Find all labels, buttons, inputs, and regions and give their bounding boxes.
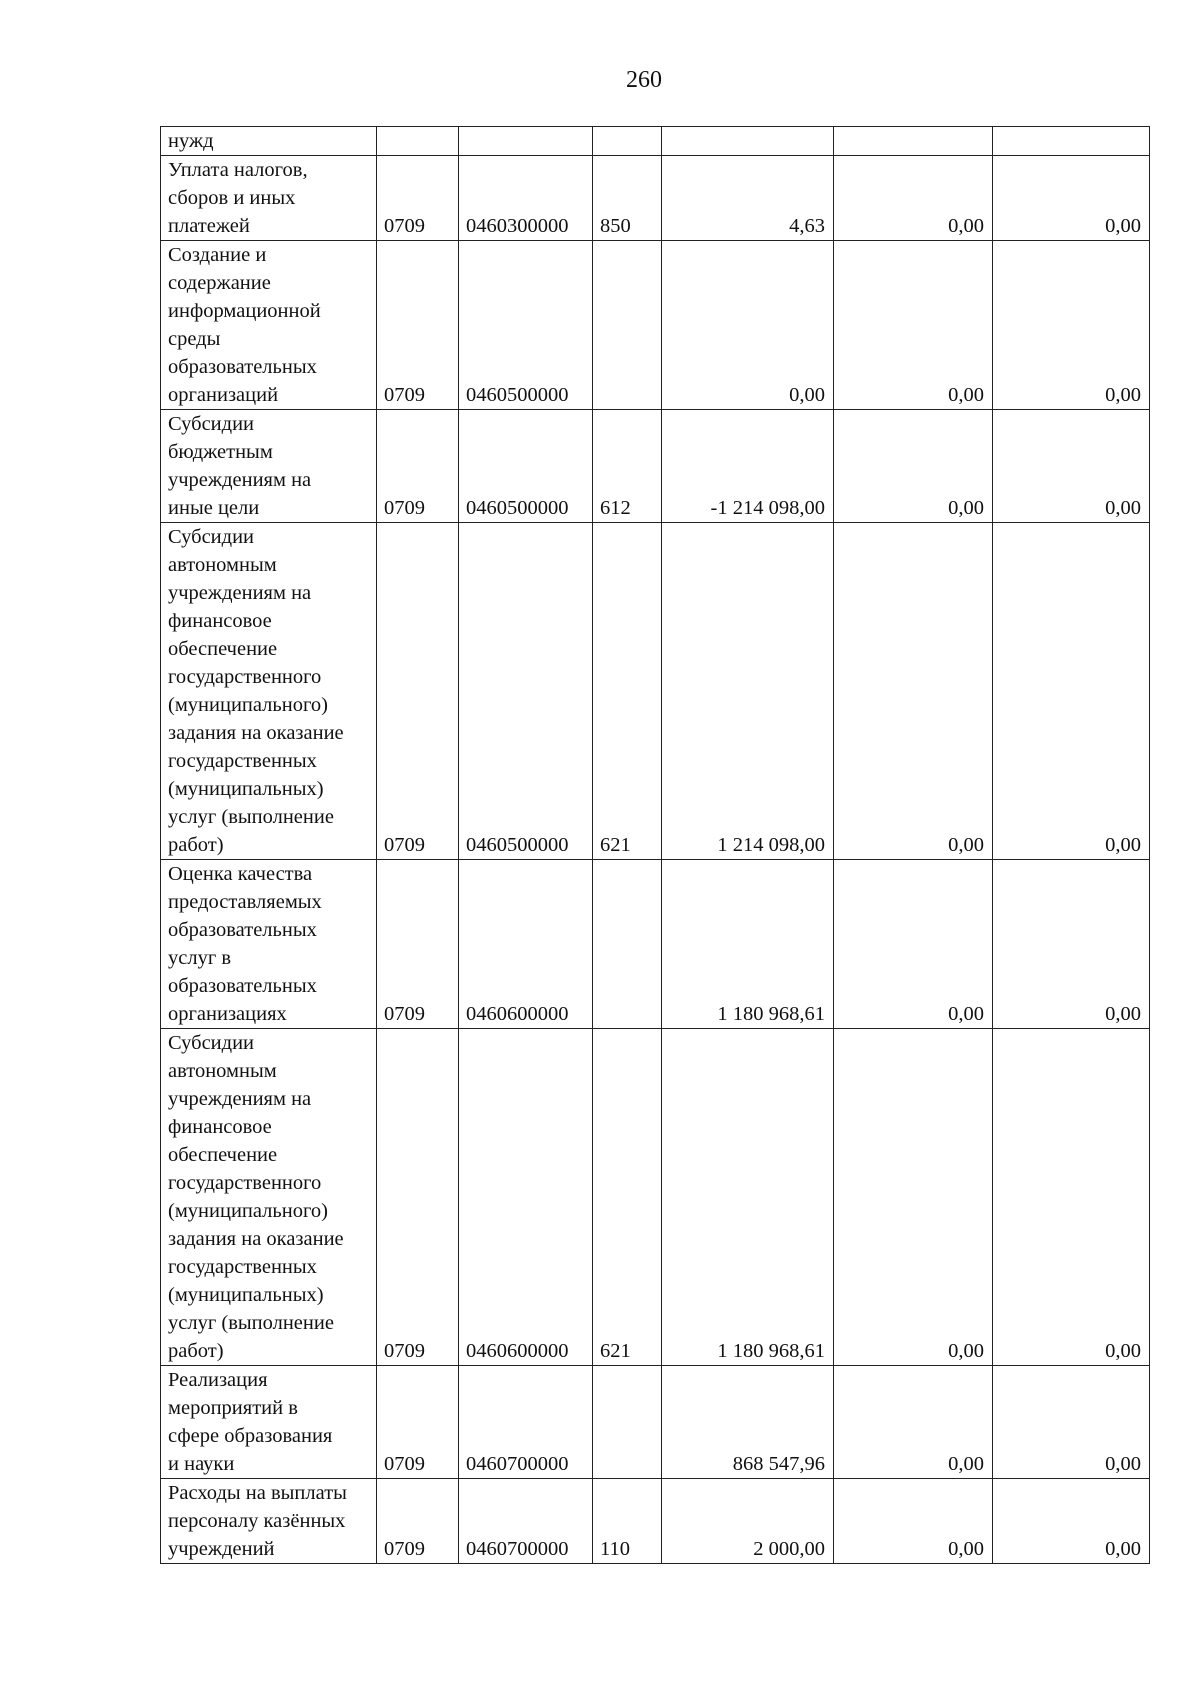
page-number: 260 [626, 67, 662, 93]
expense-name-line: (муниципальных) [168, 1284, 324, 1306]
expense-name-line: учреждениям на [168, 1088, 312, 1110]
section-code-cell: 0709 [377, 1029, 459, 1366]
expense-type-cell [593, 241, 662, 410]
section-code-cell: 0709 [377, 523, 459, 860]
expense-name-line: автономным [168, 1060, 277, 1082]
expense-name-line: информационной [168, 300, 321, 322]
amount-cell: 0,00 [834, 241, 993, 410]
expense-name-line: Уплата налогов, [168, 159, 308, 181]
expense-name-cell [161, 1029, 377, 1366]
table-row [161, 410, 1150, 523]
expense-name-line: услуг (выполнение [168, 806, 334, 828]
amount-cell: 1 214 098,00 [662, 523, 834, 860]
expense-name-line: услуг в [168, 947, 232, 969]
expense-name-line: Создание и [168, 244, 267, 266]
target-article-cell: 0460500000 [459, 410, 593, 523]
table-row [161, 523, 1150, 860]
budget-table [160, 126, 1150, 1564]
expense-name-cell [161, 1479, 377, 1564]
target-article-cell [459, 127, 593, 156]
expense-name-cell [161, 1366, 377, 1479]
table-row [161, 127, 1150, 156]
target-article-cell: 0460500000 [459, 241, 593, 410]
table-row [161, 1366, 1150, 1479]
section-code-cell: 0709 [377, 156, 459, 241]
section-code-cell: 0709 [377, 1366, 459, 1479]
expense-name-line: работ) [168, 834, 224, 856]
table-row [161, 241, 1150, 410]
expense-name-line: иные цели [168, 497, 260, 519]
expense-name-line: организаций [168, 384, 279, 406]
amount-cell: 2 000,00 [662, 1479, 834, 1564]
amount-cell: 0,00 [993, 1366, 1150, 1479]
table-row [161, 1029, 1150, 1366]
expense-name-line: финансовое [168, 610, 272, 632]
expense-name-line: платежей [168, 215, 250, 237]
amount-cell: 0,00 [993, 1479, 1150, 1564]
amount-cell: 0,00 [993, 241, 1150, 410]
target-article-cell: 0460600000 [459, 860, 593, 1029]
amount-cell: 0,00 [834, 156, 993, 241]
expense-name-line: государственного [168, 1172, 322, 1194]
target-article-cell: 0460300000 [459, 156, 593, 241]
expense-name-line: задания на оказание [168, 1228, 344, 1250]
expense-name-line: персоналу казённых [168, 1510, 346, 1532]
section-code-cell: 0709 [377, 410, 459, 523]
target-article-cell: 0460500000 [459, 523, 593, 860]
expense-name-line: Расходы на выплаты [168, 1482, 347, 1504]
expense-name-cell [161, 860, 377, 1029]
expense-name-line: автономным [168, 554, 277, 576]
expense-name-line: (муниципального) [168, 1200, 328, 1222]
expense-name-line: организациях [168, 1003, 287, 1025]
table-row [161, 1479, 1150, 1564]
expense-name-line: Оценка качества [168, 863, 313, 885]
amount-cell: 0,00 [993, 523, 1150, 860]
expense-name-line: работ) [168, 1340, 224, 1362]
expense-name-line: мероприятий в [168, 1397, 298, 1419]
section-code-cell: 0709 [377, 1479, 459, 1564]
target-article-cell: 0460600000 [459, 1029, 593, 1366]
amount-cell: 0,00 [834, 523, 993, 860]
expense-name-line: учреждениям на [168, 582, 312, 604]
amount-cell: 0,00 [993, 1029, 1150, 1366]
expense-name-line: среды [168, 328, 221, 350]
amount-cell [662, 127, 834, 156]
expense-name-line: образовательных [168, 356, 317, 378]
expense-type-cell: 612 [593, 410, 662, 523]
expense-name-cell [161, 127, 377, 156]
amount-cell [993, 127, 1150, 156]
amount-cell: 0,00 [993, 860, 1150, 1029]
expense-name-line: обеспечение [168, 638, 278, 660]
expense-name-line: учреждений [168, 1538, 275, 1560]
expense-name-line: предоставляемых [168, 891, 322, 913]
expense-name-line: государственного [168, 666, 322, 688]
expense-name-line: Субсидии [168, 413, 255, 435]
expense-name-line: сборов и иных [168, 187, 296, 209]
expense-name-line: Реализация [168, 1369, 268, 1391]
section-code-cell: 0709 [377, 860, 459, 1029]
expense-type-cell [593, 127, 662, 156]
target-article-cell: 0460700000 [459, 1366, 593, 1479]
expense-name-line: (муниципальных) [168, 778, 324, 800]
amount-cell: 4,63 [662, 156, 834, 241]
amount-cell: 1 180 968,61 [662, 860, 834, 1029]
table-row [161, 860, 1150, 1029]
amount-cell: 0,00 [993, 410, 1150, 523]
expense-type-cell: 621 [593, 1029, 662, 1366]
expense-name-line: государственных [168, 750, 317, 772]
table-row [161, 156, 1150, 241]
amount-cell: 0,00 [834, 1479, 993, 1564]
amount-cell: 0,00 [834, 860, 993, 1029]
section-code-cell: 0709 [377, 241, 459, 410]
expense-name-line: финансовое [168, 1116, 272, 1138]
expense-type-cell: 621 [593, 523, 662, 860]
expense-type-cell: 110 [593, 1479, 662, 1564]
amount-cell: 0,00 [993, 156, 1150, 241]
expense-name-line: (муниципального) [168, 694, 328, 716]
expense-name-line: задания на оказание [168, 722, 344, 744]
expense-name-line: учреждениям на [168, 469, 312, 491]
expense-name-line: образовательных [168, 975, 317, 997]
expense-type-cell [593, 860, 662, 1029]
amount-cell: 0,00 [834, 410, 993, 523]
expense-name-line: бюджетным [168, 441, 273, 463]
amount-cell: 1 180 968,61 [662, 1029, 834, 1366]
amount-cell [834, 127, 993, 156]
expense-name-line: и науки [168, 1453, 235, 1475]
amount-cell: 0,00 [834, 1029, 993, 1366]
amount-cell: -1 214 098,00 [662, 410, 834, 523]
expense-name-line: государственных [168, 1256, 317, 1278]
expense-name-line: нужд [168, 130, 214, 152]
expense-name-cell [161, 523, 377, 860]
expense-name-line: Субсидии [168, 1032, 255, 1054]
expense-name-line: услуг (выполнение [168, 1312, 334, 1334]
section-code-cell [377, 127, 459, 156]
expense-name-cell [161, 156, 377, 241]
amount-cell: 0,00 [662, 241, 834, 410]
target-article-cell: 0460700000 [459, 1479, 593, 1564]
budget-table-body [161, 127, 1150, 1564]
expense-name-cell [161, 410, 377, 523]
expense-name-line: обеспечение [168, 1144, 278, 1166]
amount-cell: 868 547,96 [662, 1366, 834, 1479]
expense-name-line: Субсидии [168, 526, 255, 548]
expense-name-line: содержание [168, 272, 271, 294]
expense-type-cell: 850 [593, 156, 662, 241]
expense-type-cell [593, 1366, 662, 1479]
expense-name-cell [161, 241, 377, 410]
amount-cell: 0,00 [834, 1366, 993, 1479]
expense-name-line: сфере образования [168, 1425, 333, 1447]
expense-name-line: образовательных [168, 919, 317, 941]
